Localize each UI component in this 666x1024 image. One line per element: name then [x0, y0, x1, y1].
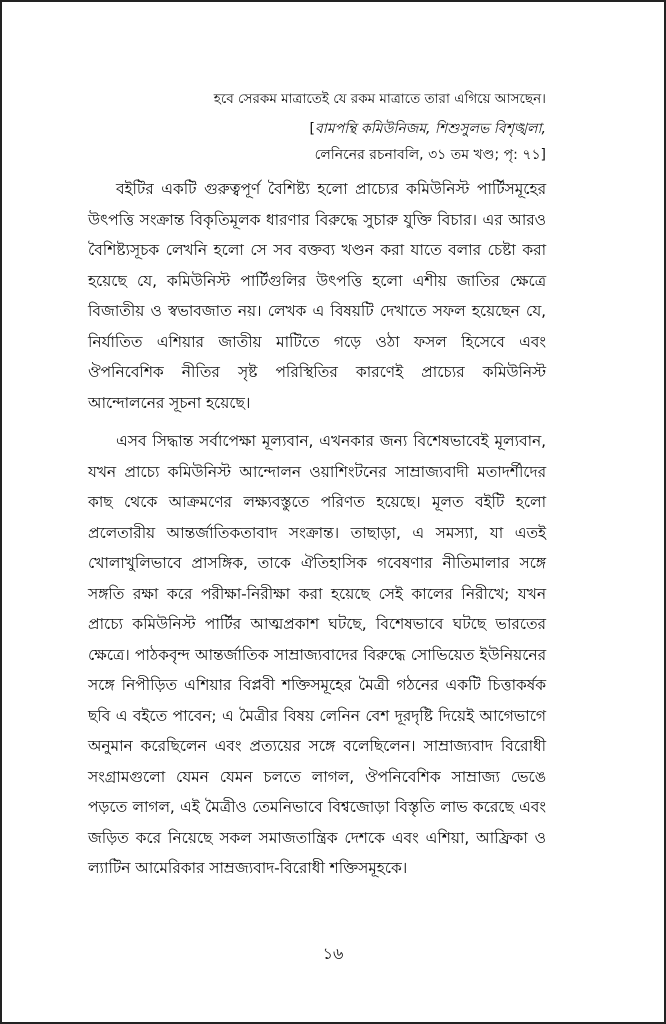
- page-content: [88, 86, 546, 884]
- body-paragraph-1: বইটির একটি গুরুত্বপূর্ণ বৈশিষ্ট্য হলো প্রাচ্যের কমিউনিস্ট পার্টিসমূহের উৎপত্তি সংক্রান্ত বিকৃতিমূলক ধারণার বিরুদ্ধে সুচারু যুক্তি বিচার। এর আরও বৈশিষ্ট্যসূচক লেখনি হলো সে সব বক্তব্য খণ্ডন করা যাতে বলার চেষ্টা করা হয়েছে যে, কমিউনিস্ট পার্টিগুলির উৎপত্তি হলো এশীয় জাতির ক্ষেত্রে বিজাতীয় ও স্বভাবজাত নয়। লেখক এ বিষয়টি দেখাতে সফল হয়েছেন যে, নির্যাতিত এশিয়ার জাতীয় মাটিতে গড়ে ওঠা ফসল হিসেবে এবং ঔপনিবেশিক নীতির সৃষ্ট পরিস্থিতির কারণেই প্রাচ্যের কমিউনিস্ট আন্দোলনের সূচনা হয়েছে।: [88, 180, 546, 412]
- citation-title-line: [88, 116, 546, 142]
- body-paragraph-2: এসব সিদ্ধান্ত সর্বাপেক্ষা মূল্যবান, এখনকার জন্য বিশেষভাবেই মূল্যবান, যখন প্রাচ্যে কমিউনিস্ট আন্দোলন ওয়াশিংটনের সাম্রাজ্যবাদী মতাদর্শীদের কাছ থেকে আক্রমণের লক্ষ্যবস্তুতে পরিণত হয়েছে। মূলত বইটি হলো প্রলেতারীয় আন্তর্জাতিকতাবাদ সংক্রান্ত। তাছাড়া, এ সমস্যা, যা এতই খোলাখুলিভাবে প্রাসঙ্গিক, তাকে ঐতিহাসিক গবেষণার নীতিমালার সঙ্গে সঙ্গতি রক্ষা করে পরীক্ষা-নিরীক্ষা করা হয়েছে সেই কালের নিরীখে; যখন প্রাচ্যে কমিউনিস্ট পার্টির আত্মপ্রকাশ ঘটছে, বিশেষভাবে ঘটছে ভারতের ক্ষেত্রে। পাঠকবৃন্দ আন্তর্জাতিক সাম্রাজ্যবাদের বিরুদ্ধে সোভিয়েত ইউনিয়নের সঙ্গে নিপীড়িত এশিয়ার বিপ্লবী শক্তিসমূহের মৈত্রী গঠনের একটি চিত্তাকর্ষক ছবি এ বইতে পাবেন; এ মৈত্রীর বিষয় লেনিন বেশ দূরদৃষ্টি দিয়েই আগেভাগে অনুমান করেছিলেন এবং প্রত্যয়ের সঙ্গে বলেছিলেন। সাম্রাজ্যবাদ বিরোধী সংগ্রামগুলো যেমন যেমন চলতে লাগল, ঔপনিবেশিক সাম্রাজ্য ভেঙে পড়তে লাগল, এই মৈত্রীও তেমনিভাবে বিশ্বজোড়া বিস্তৃতি লাভ করেছে এবং জড়িত করে নিয়েছে সকল সমাজতান্ত্রিক দেশকে এবং এশিয়া, আফ্রিকা ও ল্যাটিন আমেরিকার সাম্রজ্যবাদ-বিরোধী শক্তিসমূহকে।: [88, 432, 546, 877]
- page-number: ১৬: [322, 944, 344, 963]
- quote-tail: হবে সেরকম মাত্রাতেই যে রকম মাত্রাতে তারা এগিয়ে আসছেন।: [213, 91, 546, 107]
- citation-source: লেনিনের রচনাবলি, ৩১ তম খণ্ড; পৃ: ৭১]: [314, 147, 546, 163]
- citation-open-bracket: [: [309, 121, 315, 137]
- citation-title: বামপন্থি কমিউনিজম, শিশুসুলভ বিশৃঙ্খলা,: [315, 121, 546, 137]
- citation: [88, 116, 546, 168]
